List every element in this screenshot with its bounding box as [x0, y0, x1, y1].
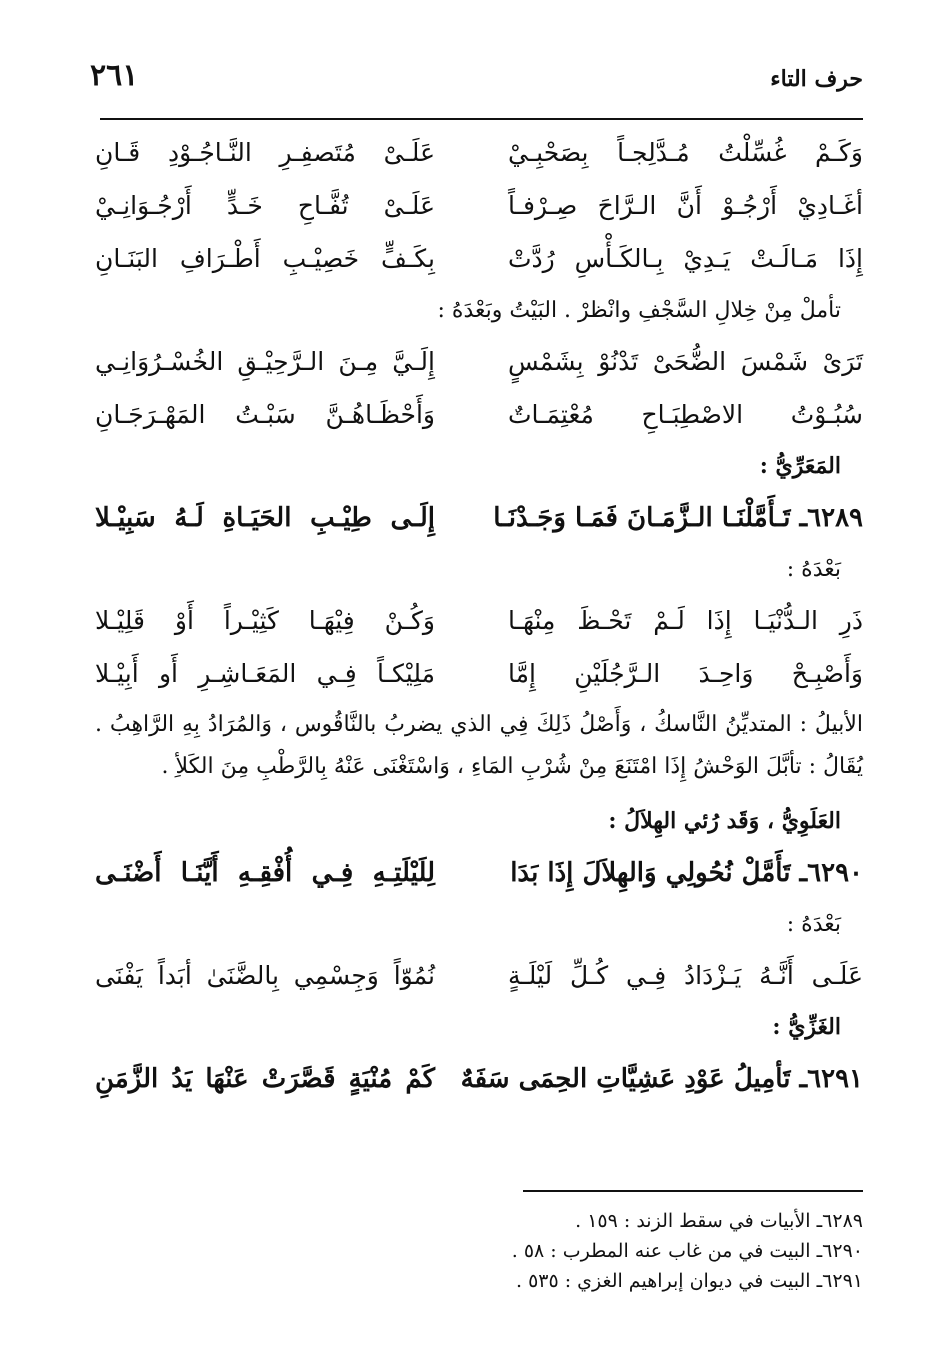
page-number: ٢٦١ — [90, 58, 139, 93]
verse-hemistich: بِكَـفٍّ خَصِيْـبِ أَطْـرَافِ البَنَـانِ — [95, 244, 435, 273]
verse-number: ٦٢٨٩ـ — [799, 502, 863, 533]
footnote-rule — [523, 1190, 863, 1192]
verse-line — [95, 388, 863, 441]
verse-hemistich: تَأمِيلُ عَوْدِ عَشِيَّاتِ الحِمَى سَفَهٌ — [460, 1063, 791, 1094]
verse-hemistich: تَأَمَّلْ نُحُولِي وَالهِلاَلَ إِذَا بَدَا — [510, 857, 791, 888]
verse-hemistich: وَكُـنْ فِيْهَـا كَثِيْـراً أَوْ قَلِيْـلا — [95, 606, 435, 635]
verse-hemistich: نُمُوّاً وَجِسْمِي بِالضَّنَىٰ أبَداً يَفْنَى — [95, 961, 435, 990]
verse-hemistich: مَلِيْكـاً فِـي المَعَـاشِـرِ أَو أَبِيْـلا — [95, 659, 435, 688]
numbered-verse — [95, 846, 863, 899]
verse-hemistich: عَلَـىْ تُفَّـاحِ خَـدٍّ أَرْجُـوَانِـيْ — [95, 191, 435, 220]
verse-line — [95, 232, 863, 285]
verse-number: ٦٢٩٠ـ — [799, 857, 863, 888]
verse-hemistich: وَأَحْظَـاهُـنَّ سَبْـتُ المَهْـرَجَـانِ — [95, 400, 435, 429]
commentary-line: تأملْ مِنْ خِلالِ السَّجْفِ وانْظرْ . البَيْتُ وبَعْدَهُ : — [437, 297, 841, 323]
verse-first-half — [510, 858, 863, 888]
footnote: ٦٢٨٩ـ الأبيات في سقط الزند : ١٥٩ . — [575, 1210, 863, 1232]
verse-line — [95, 126, 863, 179]
verse-hemistich: سُبُـوْتُ الاصْطِبَـاحِ مُعْتِمَـاتٌ — [508, 400, 863, 429]
verse-hemistich: كَمْ مُنْيَةٍ قَصَّرَتْ عَنْهَا يَدُ الزَّمَنِ — [95, 1063, 435, 1094]
verse-hemistich: تَـأَمَّلْنَـا الـزَّمَـانَ فَمَـا وَجَـدْنَـا — [493, 502, 791, 533]
verse-hemistich: وَأَصْبِـحْ وَاحِـدَ الـرَّجُلَيْنِ إِمَّا — [508, 659, 863, 688]
verse-hemistich: عَلَـىْ مُتَصفِـرِ النَّـاجُـوْدِ قَـانِ — [95, 138, 435, 167]
verse-hemistich: إِذَا مَـالَـتْ يَـدِيْ بِـالكَـأْسِ رُدَّتْ — [508, 244, 863, 273]
header-rule — [100, 118, 863, 120]
commentary-line: بَعْدَهُ : — [786, 556, 841, 582]
verse-hemistich: عَلَـى أَنَّـهُ يَـزْدَادُ فِـي كُـلِّ لَيْلَـةٍ — [508, 961, 863, 990]
running-title: حرف التاء — [770, 66, 863, 92]
poet-name: المَعَرِّيُّ : — [759, 453, 841, 479]
footnote: ٦٢٩١ـ البيت في ديوان إبراهيم الغزي : ٥٣٥ . — [515, 1270, 863, 1292]
footnotes — [443, 1190, 863, 1296]
numbered-verse — [95, 491, 863, 544]
verse-line — [95, 594, 863, 647]
verse-hemistich: وَكَـمْ غُسِّلْتُ مُـدَّلِجـاً بِصَحْبِـيْ — [508, 138, 863, 167]
numbered-verse — [95, 1052, 863, 1105]
verse-line — [95, 647, 863, 700]
verse-hemistich: لِلَيْلَتِـهِ فِـي أُفْقِـهِ أَيَّنَـا أَضْنَـى — [95, 857, 435, 888]
poet-name: العَلَوِيُّ ، وَقَد رُئي الهِلاَلُ : — [608, 808, 841, 834]
main-text — [95, 126, 863, 1105]
verse-first-half — [493, 503, 863, 533]
verse-line — [95, 179, 863, 232]
verse-number: ٦٢٩١ـ — [799, 1063, 863, 1094]
verse-first-half — [461, 1064, 863, 1094]
page-header — [90, 56, 863, 116]
verse-hemistich: إِلَـى طِيْـبِ الحَيَـاةِ لَـهُ سَبِيْـلا — [95, 502, 435, 533]
verse-hemistich: إِلَـيَّ مِـنَ الـرَّحِيْـقِ الخُسْـرُوَانِـي — [95, 347, 435, 376]
verse-hemistich: ذَرِ الـدُّنْيَـا إِذَا لَـمْ تَحْـظَ مِنْهَـا — [508, 606, 863, 635]
footnote: ٦٢٩٠ـ البيت في من غاب عنه المطرب : ٥٨ . — [511, 1240, 863, 1262]
verse-line — [95, 335, 863, 388]
poet-name: الغَزِّيُّ : — [772, 1014, 841, 1040]
commentary-line: بَعْدَهُ : — [786, 911, 841, 937]
verse-hemistich: تَرَىْ شَمْسَ الضُّحَىْ تَدْنُوْ بِشَمْسٍ — [508, 347, 863, 376]
verse-hemistich: أغَـادِيْ أَرْجُـوْ أَنَّ الـرَّاحَ صِـرْفـاً — [508, 191, 863, 220]
verse-line — [95, 949, 863, 1002]
commentary-paragraph: الأبيلُ : المتديِّنُ النَّاسكُ ، وَأَصْلُ ذَلِكَ فِي الذي يضربُ بالنَّاقُوس ، وَالمُرَادُ بِهِ الرَّاهِبُ . يُقَالُ : تأبَّلَ الوَحْشُ إِذَا امْتَنَعَ مِنْ شُرْبِ المَاءِ ، وَاسْتَغْنَى عَنْهُ بِالرَّطْبِ مِنَ الكَلأِ . — [95, 712, 863, 779]
